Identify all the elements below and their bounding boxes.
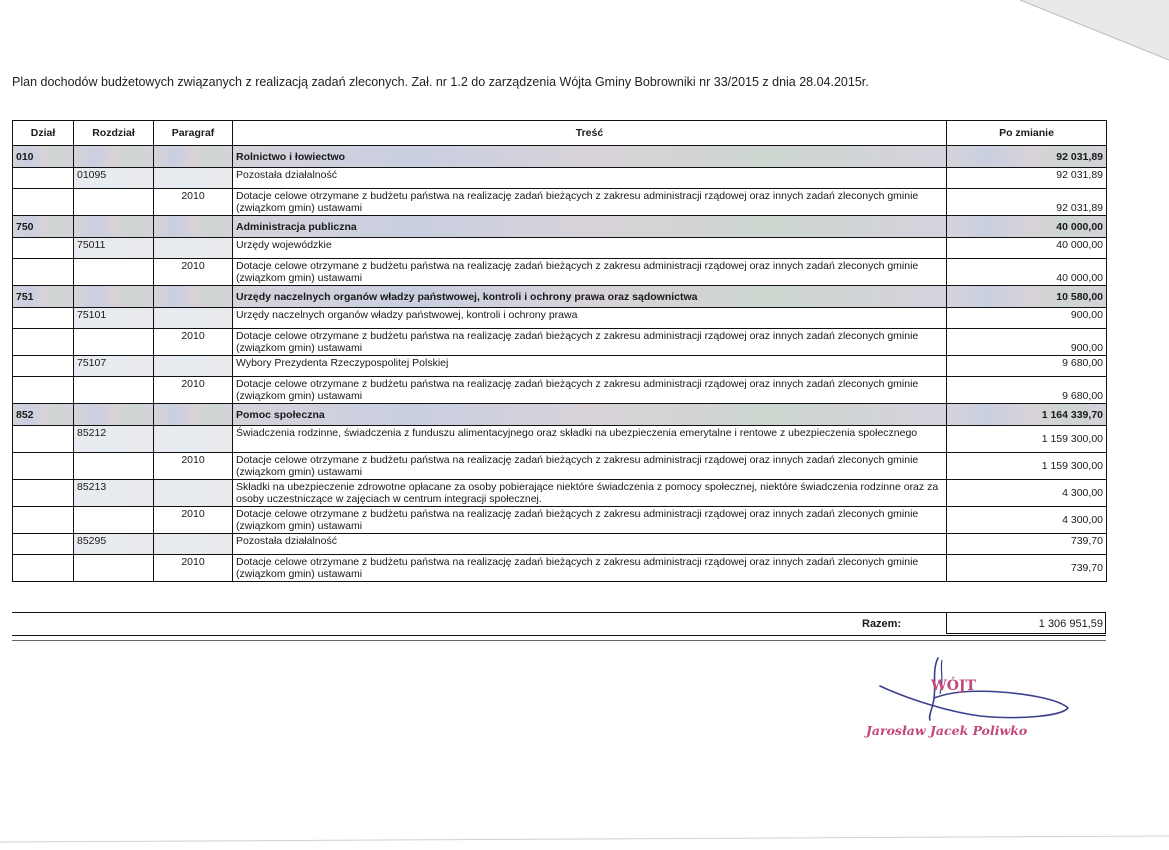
tresc-cell: Urzędy naczelnych organów władzy państwowej, kontroli i ochrony prawa oraz sądownictwa — [233, 286, 947, 308]
rozdzial-cell: 75101 — [74, 308, 154, 329]
amount-cell: 40 000,00 — [947, 238, 1107, 259]
table-row-rozdzial — [13, 308, 1107, 329]
table-row-section — [13, 286, 1107, 308]
amount-cell: 1 159 300,00 — [947, 426, 1107, 453]
amount-cell: 4 300,00 — [947, 480, 1107, 507]
dzial-cell: 852 — [13, 404, 74, 426]
amount-cell: 900,00 — [947, 308, 1107, 329]
table-row-paragraf — [13, 555, 1107, 582]
tresc-cell: Rolnictwo i łowiectwo — [233, 146, 947, 168]
amount-cell: 900,00 — [947, 329, 1107, 356]
rozdzial-cell: 01095 — [74, 168, 154, 189]
table-row-paragraf — [13, 189, 1107, 216]
tresc-cell: Pozostała działalność — [233, 168, 947, 189]
table-header-row — [13, 121, 1107, 146]
amount-cell: 9 680,00 — [947, 356, 1107, 377]
header-rozdzial: Rozdział — [74, 121, 154, 146]
rozdzial-cell: 85212 — [74, 426, 154, 453]
stamp-name: Jarosław Jacek Poliwko — [866, 723, 1028, 738]
amount-cell: 92 031,89 — [947, 189, 1107, 216]
tresc-cell: Dotacje celowe otrzymane z budżetu państwa na realizację zadań bieżących z zakresu administracji rządowej oraz innych zadań zleconych gminie (związkom gmin) ustawami — [233, 377, 947, 404]
table-row-section — [13, 146, 1107, 168]
amount-cell: 1 159 300,00 — [947, 453, 1107, 480]
amount-cell: 1 164 339,70 — [947, 404, 1107, 426]
table-row-paragraf — [13, 453, 1107, 480]
paragraf-cell: 2010 — [154, 507, 233, 534]
table-row-paragraf — [13, 377, 1107, 404]
header-paragraf: Paragraf — [154, 121, 233, 146]
header-tresc: Treść — [233, 121, 947, 146]
table-row-paragraf — [13, 507, 1107, 534]
budget-table — [12, 120, 1107, 582]
stamp-title: WÓJT — [931, 678, 976, 694]
amount-cell: 9 680,00 — [947, 377, 1107, 404]
paragraf-cell: 2010 — [154, 189, 233, 216]
tresc-cell: Pomoc społeczna — [233, 404, 947, 426]
amount-cell: 92 031,89 — [947, 146, 1107, 168]
amount-cell: 92 031,89 — [947, 168, 1107, 189]
rozdzial-cell: 85213 — [74, 480, 154, 507]
amount-cell: 40 000,00 — [947, 259, 1107, 286]
total-label: Razem: — [862, 618, 902, 630]
total-row — [12, 612, 1106, 636]
tresc-cell: Dotacje celowe otrzymane z budżetu państwa na realizację zadań bieżących z zakresu administracji rządowej oraz innych zadań zleconych gminie (związkom gmin) ustawami — [233, 507, 947, 534]
header-dzial: Dział — [13, 121, 74, 146]
rozdzial-cell: 75107 — [74, 356, 154, 377]
paragraf-cell: 2010 — [154, 555, 233, 582]
tresc-cell: Pozostała działalność — [233, 534, 947, 555]
tresc-cell: Urzędy naczelnych organów władzy państwowej, kontroli i ochrony prawa — [233, 308, 947, 329]
amount-cell: 739,70 — [947, 555, 1107, 582]
tresc-cell: Dotacje celowe otrzymane z budżetu państwa na realizację zadań bieżących z zakresu administracji rządowej oraz innych zadań zleconych gminie (związkom gmin) ustawami — [233, 189, 947, 216]
tresc-cell: Administracja publiczna — [233, 216, 947, 238]
total-amount: 1 306 951,59 — [946, 612, 1106, 634]
tresc-cell: Dotacje celowe otrzymane z budżetu państwa na realizację zadań bieżących z zakresu administracji rządowej oraz innych zadań zleconych gminie (związkom gmin) ustawami — [233, 555, 947, 582]
tresc-cell: Składki na ubezpieczenie zdrowotne opłacane za osoby pobierające niektóre świadczenia z pomocy społecznej, niektóre świadczenia rodzinne oraz za osoby uczestniczące w zajęciach w centrum integracji społecznej. — [233, 480, 947, 507]
table-row-rozdzial — [13, 534, 1107, 555]
paragraf-cell: 2010 — [154, 259, 233, 286]
paragraf-cell: 2010 — [154, 329, 233, 356]
amount-cell: 40 000,00 — [947, 216, 1107, 238]
table-row-rozdzial — [13, 480, 1107, 507]
rozdzial-cell: 75011 — [74, 238, 154, 259]
table-row-rozdzial — [13, 238, 1107, 259]
tresc-cell: Dotacje celowe otrzymane z budżetu państwa na realizację zadań bieżących z zakresu administracji rządowej oraz innych zadań zleconych gminie (związkom gmin) ustawami — [233, 453, 947, 480]
amount-cell: 10 580,00 — [947, 286, 1107, 308]
table-row-section — [13, 404, 1107, 426]
dzial-cell: 751 — [13, 286, 74, 308]
paragraf-cell: 2010 — [154, 453, 233, 480]
tresc-cell: Świadczenia rodzinne, świadczenia z funduszu alimentacyjnego oraz składki na ubezpieczenia emerytalne i rentowe z ubezpieczenia społecznego — [233, 426, 947, 453]
tresc-cell: Dotacje celowe otrzymane z budżetu państwa na realizację zadań bieżących z zakresu administracji rządowej oraz innych zadań zleconych gminie (związkom gmin) ustawami — [233, 259, 947, 286]
bottom-rule — [12, 640, 1106, 641]
table-row-rozdzial — [13, 426, 1107, 453]
document-title: Plan dochodów budżetowych związanych z realizacją zadań zleconych. Zał. nr 1.2 do zarządzenia Wójta Gminy Bobrowniki nr 33/2015 z dnia 28.04.2015r. — [12, 75, 869, 89]
table-row-rozdzial — [13, 356, 1107, 377]
header-po-zmianie: Po zmianie — [947, 121, 1107, 146]
table-row-paragraf — [13, 329, 1107, 356]
rozdzial-cell: 85295 — [74, 534, 154, 555]
table-row-section — [13, 216, 1107, 238]
amount-cell: 4 300,00 — [947, 507, 1107, 534]
dzial-cell: 010 — [13, 146, 74, 168]
tresc-cell: Dotacje celowe otrzymane z budżetu państwa na realizację zadań bieżących z zakresu administracji rządowej oraz innych zadań zleconych gminie (związkom gmin) ustawami — [233, 329, 947, 356]
tresc-cell: Urzędy wojewódzkie — [233, 238, 947, 259]
table-row-paragraf — [13, 259, 1107, 286]
paragraf-cell: 2010 — [154, 377, 233, 404]
tresc-cell: Wybory Prezydenta Rzeczypospolitej Polskiej — [233, 356, 947, 377]
table-row-rozdzial — [13, 168, 1107, 189]
dzial-cell: 750 — [13, 216, 74, 238]
amount-cell: 739,70 — [947, 534, 1107, 555]
